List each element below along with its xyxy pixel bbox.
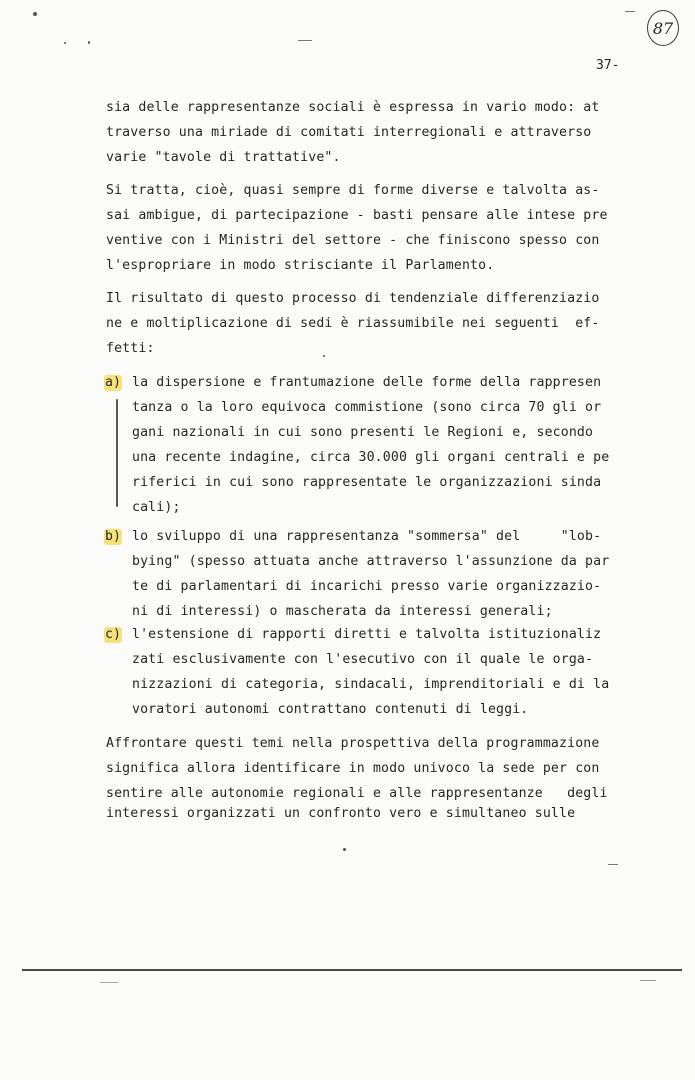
text-line: sentire alle autonomie regionali e alle rappresentanze degli (106, 786, 608, 801)
text-line: fetti: (106, 341, 155, 356)
archive-number-circle: 87 (647, 10, 679, 46)
scan-speck (343, 848, 346, 851)
list-item-line: voratori autonomi contrattano contenuti di leggi. (132, 702, 529, 717)
list-item-line: una recente indagine, circa 30.000 gli organi centrali e pe (132, 450, 610, 465)
scan-speck (33, 12, 37, 16)
item-marker-b: b) (105, 529, 121, 544)
list-item-line: la dispersione e frantumazione delle forme della rappresen (132, 375, 602, 390)
text-line: Affrontare questi temi nella prospettiva della programmazione (106, 736, 600, 751)
list-item-line: cali); (132, 500, 181, 515)
scan-speck (64, 42, 66, 44)
text-line: Si tratta, cioè, quasi sempre di forme diverse e talvolta as- (106, 183, 600, 198)
text-line: varie "tavole di trattative". (106, 150, 341, 165)
text-line: interessi organizzati un confronto vero e simultaneo sulle (106, 806, 576, 821)
item-marker-c: c) (105, 627, 121, 642)
page-bottom-rule (22, 969, 682, 971)
text-line: traverso una miriade di comitati interregionali e attraverso (106, 125, 592, 140)
list-item-line: nizzazioni di categoria, sindacali, imprenditoriali e di la (132, 677, 610, 692)
scan-mark (608, 864, 618, 865)
list-item-line: lo sviluppo di una rappresentanza "sommersa" del "lob- (132, 529, 602, 544)
list-item-line: bying" (spesso attuata anche attraverso l'assunzione da par (132, 554, 610, 569)
text-line: ne e moltiplicazione di sedi è riassumibile nei seguenti ef- (106, 316, 600, 331)
list-item-line: zati esclusivamente con l'esecutivo con il quale le orga- (132, 652, 594, 667)
text-line: sai ambigue, di partecipazione - basti pensare alle intese pre (106, 208, 608, 223)
scan-mark (625, 11, 635, 12)
scan-mark (640, 980, 656, 981)
page-number: 37- (596, 58, 620, 73)
text-line: l'espropriare in modo strisciante il Parlamento. (106, 258, 495, 273)
scan-speck (323, 355, 325, 357)
scan-speck (88, 41, 90, 44)
margin-bracket (116, 399, 118, 507)
list-item-line: l'estensione di rapporti diretti e talvolta istituzionaliz (132, 627, 602, 642)
list-item-line: gani nazionali in cui sono presenti le Regioni e, secondo (132, 425, 594, 440)
list-item-line: ni di interessi) o mascherata da interessi generali; (132, 604, 553, 619)
text-line: ventive con i Ministri del settore - che finiscono spesso con (106, 233, 600, 248)
text-line: sia delle rappresentanze sociali è espressa in vario modo: at (106, 100, 600, 115)
list-item-line: te di parlamentari di incarichi presso varie organizzazio- (132, 579, 602, 594)
scan-mark (298, 40, 312, 41)
text-line: significa allora identificare in modo univoco la sede per con (106, 761, 600, 776)
item-marker-a: a) (105, 375, 121, 390)
scan-mark (100, 982, 118, 983)
text-line: Il risultato di questo processo di tendenziale differenziazio (106, 291, 600, 306)
list-item-line: tanza o la loro equivoca commistione (sono circa 70 gli or (132, 400, 602, 415)
list-item-line: riferici in cui sono rappresentate le organizzazioni sinda (132, 475, 602, 490)
